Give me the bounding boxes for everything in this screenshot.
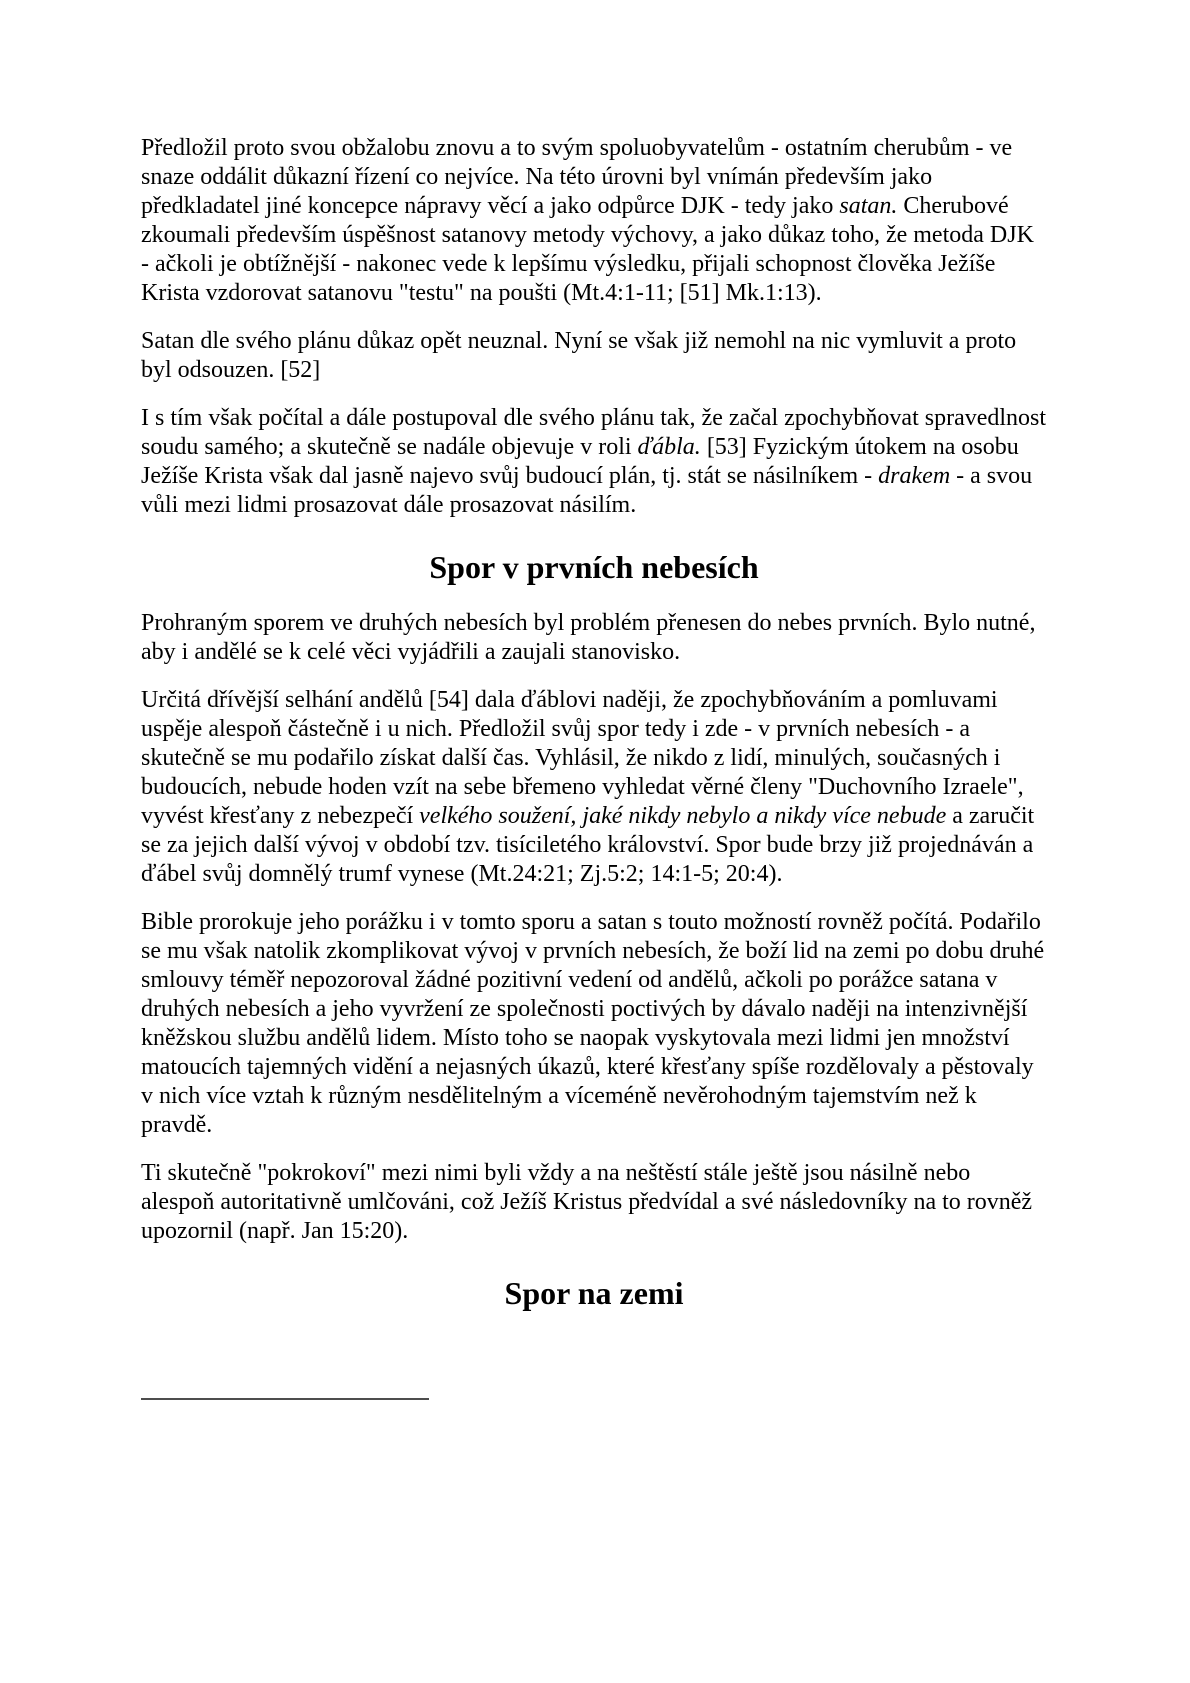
paragraph-6 bbox=[141, 908, 1047, 1140]
text-run: Satan dle svého plánu důkaz opět neuznal. Nyní se však již nemohl na nic vymluvit a proto byl odsouzen. [52] bbox=[141, 328, 1017, 383]
text-run: Ti skutečně "pokrokoví" mezi nimi byli vždy a na neštěstí stále ještě jsou násilně nebo alespoň autoritativně umlčováni, což Ježíš Kristus předvídal a své následovníky na to rovněž upozornil (např. Jan 15:20). bbox=[141, 1160, 1033, 1244]
text-run: [53] Fyzickým útokem na osobu Ježíše Krista však dal jasně najevo svůj budoucí plán, tj. stát se násilníkem - bbox=[141, 434, 1019, 489]
paragraph-7 bbox=[141, 1159, 1047, 1246]
paragraph-1 bbox=[141, 134, 1047, 308]
text-run: Cherubové zkoumali především úspěšnost satanovy metody výchovy, a jako důkaz toho, že metoda DJK - ačkoli je obtížnější - nakonec vede k lepšímu výsledku, přijali schopnost člověka Ježíše Krista vzdorovat satanovu "testu" na poušti (Mt.4:1-11; [51] Mk.1:13). bbox=[141, 193, 1034, 306]
text-run: Prohraným sporem ve druhých nebesích byl problém přenesen do nebes prvních. Bylo nutné, aby i andělé se k celé věci vyjádřili a zaujali stanovisko. bbox=[141, 610, 1036, 665]
text-run: - a svou vůli mezi lidmi prosazovat dále prosazovat násilím. bbox=[141, 463, 1033, 518]
text-run: a zaručit se za jejich další vývoj v období tzv. tisíciletého království. Spor bude brzy již projednáván a ďábel svůj domnělý trumf vynese (Mt.24:21; Zj.5:2; 14:1-5; 20:4). bbox=[141, 803, 1035, 887]
text-run: I s tím však počítal a dále postupoval dle svého plánu tak, že začal zpochybňovat spravedlnost soudu samého; a skutečně se nadále objevuje v roli bbox=[141, 405, 1047, 460]
paragraph-3 bbox=[141, 404, 1047, 520]
paragraph-5 bbox=[141, 686, 1047, 889]
heading-spor-na-zemi: Spor na zemi bbox=[504, 1275, 684, 1311]
paragraph-4 bbox=[141, 609, 1047, 667]
text-run: Předložil proto svou obžalobu znovu a to svým spoluobyvatelům - ostatním cherubům - ve snaze oddálit důkazní řízení co nejvíce. Na této úrovni byl vnímán především jako předkladatel jiné koncepce nápravy věcí a jako odpůrce DJK - tedy jako bbox=[141, 135, 1013, 219]
italic-text-run: velkého soužení, jaké nikdy nebylo a nikdy více nebude bbox=[419, 803, 947, 829]
text-run: Určitá dřívější selhání andělů [54] dala ďáblovi naději, že zpochybňováním a pomluvami uspěje alespoň částečně i u nich. Předložil svůj spor tedy i zde - v prvních nebesích - a skutečně se mu podařilo získat další čas. Vyhlásil, že nikdo z lidí, minulých, současných i budoucích, nebude hoden vzít na sebe břemeno vyhledat věrné členy "Duchovního Izraele", vyvést křesťany z nebezpečí bbox=[141, 687, 1024, 829]
text-run: Bible prorokuje jeho porážku i v tomto sporu a satan s touto možností rovněž počítá. Podařilo se mu však natolik zkomplikovat vývoj v prvních nebesích, že boží lid na zemi po dobu druhé smlouvy téměř nepozoroval žádné pozitivní vedení od andělů, ačkoli po porážce satana v druhých nebesích a jeho vyvržení ze společnosti poctivých by dávalo naději na intenzivnější kněžskou službu andělů lidem. Místo toho se naopak vyskytovala mezi lidmi jen množství matoucích tajemných vidění a nejasných úkazů, které křesťany spíše rozdělovaly a pěstovaly v nich více vztah k různým nesdělitelným a víceméně nevěrohodným tajemstvím než k pravdě. bbox=[141, 909, 1045, 1138]
italic-text-run: satan. bbox=[839, 193, 898, 219]
italic-text-run: drakem bbox=[878, 463, 951, 489]
italic-text-run: ďábla. bbox=[637, 434, 701, 460]
heading-spor-v-prvnich-nebesich: Spor v prvních nebesích bbox=[429, 549, 759, 585]
footnote-separator bbox=[141, 1398, 429, 1400]
paragraph-2 bbox=[141, 327, 1047, 385]
document-body bbox=[141, 134, 1047, 1400]
